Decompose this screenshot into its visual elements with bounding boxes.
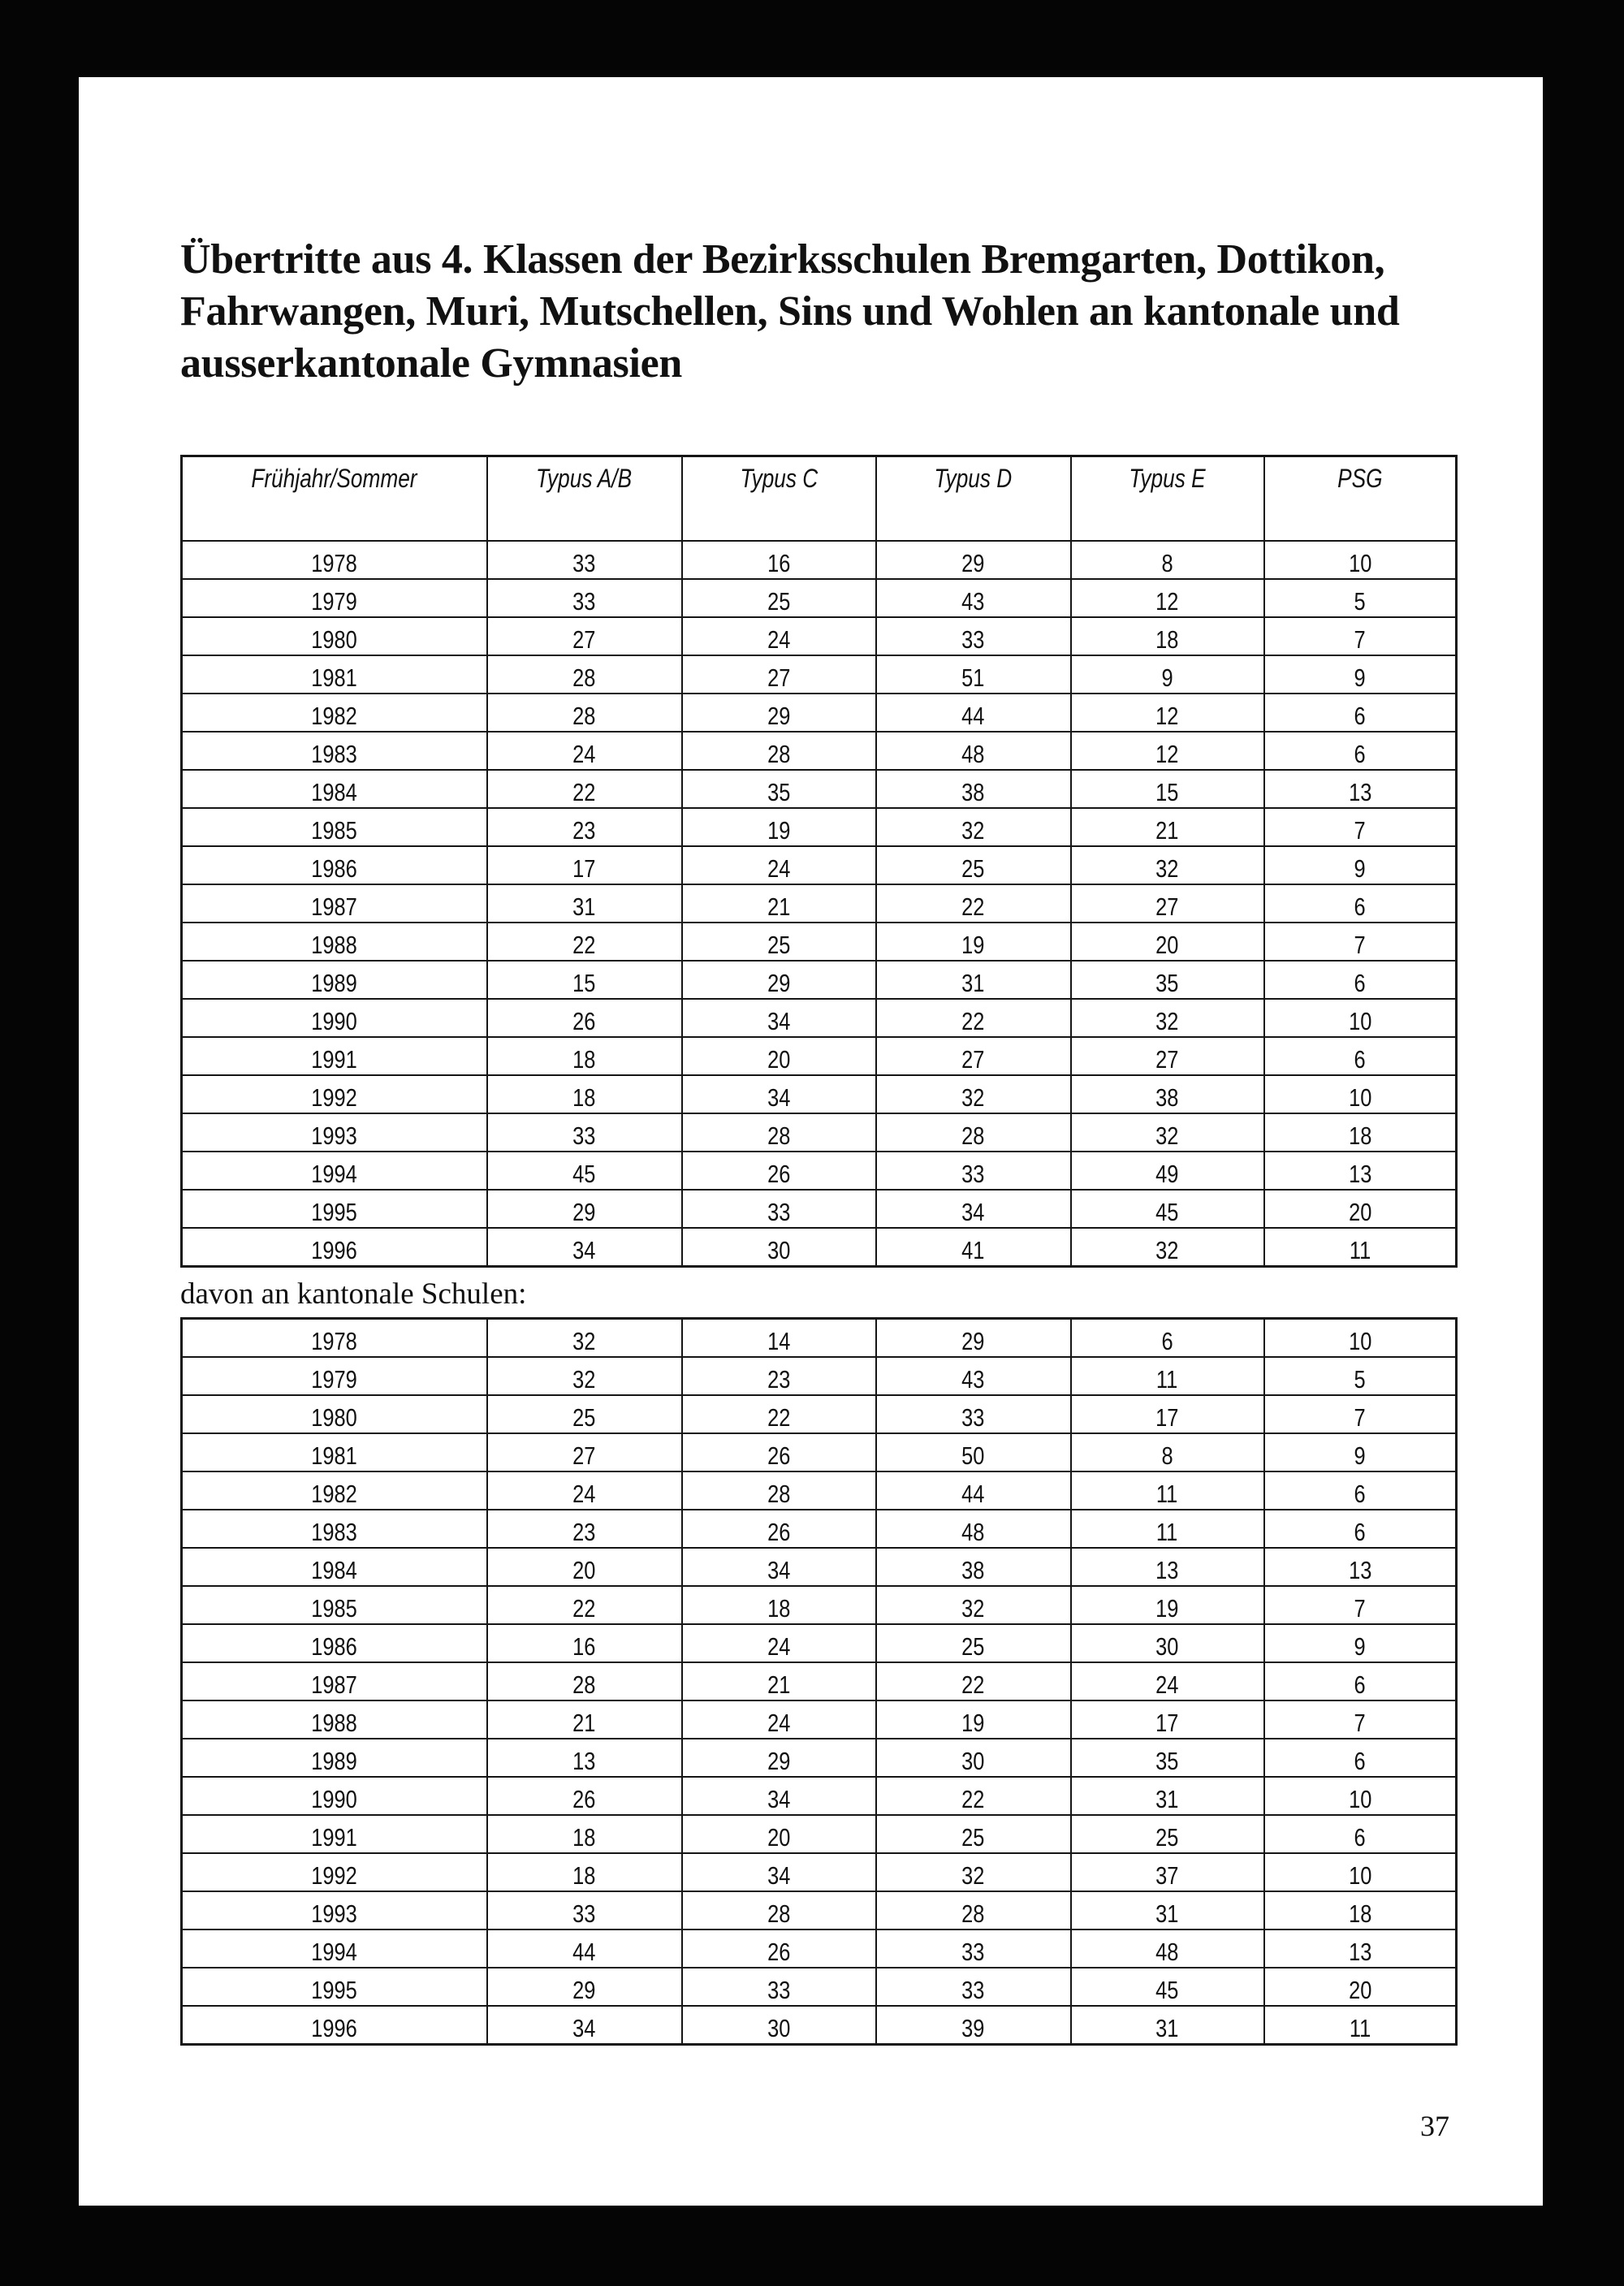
cell-typus-d: 27 — [876, 1037, 1071, 1075]
cell-typus-d: 33 — [876, 1152, 1071, 1190]
cell-typus-e: 12 — [1071, 694, 1264, 732]
cell-typus-ab: 29 — [487, 1968, 682, 2006]
cell-typus-e: 31 — [1071, 1891, 1264, 1929]
cell-typus-d: 34 — [876, 1190, 1071, 1228]
table-row — [182, 999, 1457, 1037]
cell-typus-d: 22 — [876, 1662, 1071, 1700]
table-row — [182, 1433, 1457, 1471]
cell-typus-e: 12 — [1071, 579, 1264, 617]
page-title: Übertritte aus 4. Klassen der Bezirksschulen Bremgarten, Dottikon, Fahrwangen, Muri, Mutschellen, Sins und Wohlen an kantonale und ausserkantonale Gymnasien — [180, 236, 1400, 387]
cell-typus-d: 22 — [876, 884, 1071, 923]
cell-year: 1979 — [182, 579, 487, 617]
cell-typus-e: 13 — [1071, 1548, 1264, 1586]
cell-year: 1990 — [182, 1777, 487, 1815]
cell-typus-ab: 23 — [487, 808, 682, 846]
table-row — [182, 1510, 1457, 1548]
table-row — [182, 1357, 1457, 1395]
cell-typus-e: 32 — [1071, 1228, 1264, 1267]
cell-typus-ab: 27 — [487, 617, 682, 655]
cell-typus-e: 48 — [1071, 1929, 1264, 1968]
cell-typus-c: 26 — [682, 1510, 876, 1548]
cell-year: 1984 — [182, 770, 487, 808]
cell-typus-c: 20 — [682, 1037, 876, 1075]
cell-typus-e: 27 — [1071, 1037, 1264, 1075]
cell-typus-ab: 28 — [487, 694, 682, 732]
cell-typus-ab: 25 — [487, 1395, 682, 1433]
cell-typus-e: 20 — [1071, 923, 1264, 961]
cell-psg: 13 — [1264, 1152, 1457, 1190]
cell-psg: 11 — [1264, 2006, 1457, 2045]
cell-psg: 7 — [1264, 1395, 1457, 1433]
cell-typus-d: 32 — [876, 1586, 1071, 1624]
cell-typus-ab: 32 — [487, 1319, 682, 1358]
cell-year: 1985 — [182, 808, 487, 846]
cell-typus-ab: 18 — [487, 1853, 682, 1891]
table-row — [182, 1190, 1457, 1228]
cell-typus-ab: 16 — [487, 1624, 682, 1662]
cell-typus-c: 34 — [682, 1548, 876, 1586]
table-row — [182, 923, 1457, 961]
cell-typus-e: 17 — [1071, 1700, 1264, 1739]
cell-year: 1993 — [182, 1891, 487, 1929]
cell-psg: 6 — [1264, 1662, 1457, 1700]
column-header-year: Frühjahr/Sommer — [182, 456, 487, 542]
cell-typus-ab: 28 — [487, 655, 682, 694]
cell-typus-c: 24 — [682, 846, 876, 884]
column-header-typus-ab: Typus A/B — [487, 456, 682, 542]
cell-typus-c: 34 — [682, 999, 876, 1037]
cell-year: 1994 — [182, 1152, 487, 1190]
cell-typus-c: 34 — [682, 1075, 876, 1113]
cell-typus-ab: 29 — [487, 1190, 682, 1228]
cell-psg: 11 — [1264, 1228, 1457, 1267]
cell-typus-c: 29 — [682, 961, 876, 999]
cell-typus-d: 48 — [876, 732, 1071, 770]
cell-typus-c: 20 — [682, 1815, 876, 1853]
cell-typus-e: 38 — [1071, 1075, 1264, 1113]
cell-psg: 6 — [1264, 1739, 1457, 1777]
cell-typus-c: 25 — [682, 923, 876, 961]
cell-typus-d: 48 — [876, 1510, 1071, 1548]
cell-typus-d: 19 — [876, 1700, 1071, 1739]
cell-typus-ab: 33 — [487, 1113, 682, 1152]
table-row — [182, 732, 1457, 770]
cell-psg: 6 — [1264, 1510, 1457, 1548]
cell-typus-ab: 15 — [487, 961, 682, 999]
cell-typus-ab: 18 — [487, 1037, 682, 1075]
cell-typus-c: 24 — [682, 617, 876, 655]
cell-typus-ab: 28 — [487, 1662, 682, 1700]
cell-typus-e: 21 — [1071, 808, 1264, 846]
table-row — [182, 1891, 1457, 1929]
cell-typus-e: 31 — [1071, 2006, 1264, 2045]
cell-typus-c: 27 — [682, 655, 876, 694]
cell-psg: 5 — [1264, 1357, 1457, 1395]
cell-typus-d: 29 — [876, 541, 1071, 579]
cell-typus-ab: 22 — [487, 923, 682, 961]
cell-year: 1988 — [182, 923, 487, 961]
cell-typus-ab: 18 — [487, 1075, 682, 1113]
cell-typus-e: 45 — [1071, 1968, 1264, 2006]
table-row — [182, 579, 1457, 617]
cell-typus-d: 30 — [876, 1739, 1071, 1777]
cell-typus-d: 33 — [876, 1395, 1071, 1433]
cell-year: 1981 — [182, 655, 487, 694]
cell-typus-d: 19 — [876, 923, 1071, 961]
cell-typus-d: 39 — [876, 2006, 1071, 2045]
cell-year: 1984 — [182, 1548, 487, 1586]
table-row — [182, 961, 1457, 999]
table-total-transfers — [180, 455, 1458, 1268]
cell-year: 1981 — [182, 1433, 487, 1471]
cell-typus-e: 32 — [1071, 999, 1264, 1037]
column-header-typus-d: Typus D — [876, 456, 1071, 542]
cell-psg: 5 — [1264, 579, 1457, 617]
cell-typus-c: 23 — [682, 1357, 876, 1395]
cell-year: 1982 — [182, 694, 487, 732]
cell-psg: 9 — [1264, 1624, 1457, 1662]
cell-psg: 13 — [1264, 1929, 1457, 1968]
cell-typus-d: 44 — [876, 694, 1071, 732]
cell-typus-e: 6 — [1071, 1319, 1264, 1358]
cell-year: 1990 — [182, 999, 487, 1037]
table-row — [182, 655, 1457, 694]
cell-typus-ab: 32 — [487, 1357, 682, 1395]
cell-typus-c: 21 — [682, 884, 876, 923]
cell-typus-d: 43 — [876, 579, 1071, 617]
table-row — [182, 541, 1457, 579]
cell-psg: 6 — [1264, 1815, 1457, 1853]
cell-psg: 7 — [1264, 617, 1457, 655]
cell-psg: 9 — [1264, 846, 1457, 884]
cell-typus-c: 30 — [682, 2006, 876, 2045]
cell-typus-c: 28 — [682, 1891, 876, 1929]
column-header-psg: PSG — [1264, 456, 1457, 542]
table-row — [182, 1548, 1457, 1586]
cell-typus-d: 28 — [876, 1891, 1071, 1929]
cell-typus-ab: 17 — [487, 846, 682, 884]
table-row — [182, 1586, 1457, 1624]
cell-typus-ab: 13 — [487, 1739, 682, 1777]
cell-psg: 7 — [1264, 923, 1457, 961]
cell-typus-d: 43 — [876, 1357, 1071, 1395]
cell-typus-d: 22 — [876, 999, 1071, 1037]
cell-psg: 6 — [1264, 884, 1457, 923]
cell-typus-ab: 18 — [487, 1815, 682, 1853]
cell-typus-c: 33 — [682, 1190, 876, 1228]
table-row — [182, 884, 1457, 923]
cell-typus-d: 25 — [876, 846, 1071, 884]
cell-year: 1983 — [182, 732, 487, 770]
cell-typus-ab: 33 — [487, 541, 682, 579]
cell-year: 1996 — [182, 1228, 487, 1267]
cell-typus-e: 12 — [1071, 732, 1264, 770]
table-row — [182, 2006, 1457, 2045]
cell-typus-e: 8 — [1071, 1433, 1264, 1471]
cell-typus-e: 35 — [1071, 1739, 1264, 1777]
cell-typus-d: 32 — [876, 1853, 1071, 1891]
cell-psg: 6 — [1264, 1471, 1457, 1510]
cell-typus-e: 11 — [1071, 1357, 1264, 1395]
table-row — [182, 808, 1457, 846]
table-header-row — [182, 456, 1457, 542]
cell-typus-e: 24 — [1071, 1662, 1264, 1700]
cell-year: 1983 — [182, 1510, 487, 1548]
cell-typus-c: 28 — [682, 1113, 876, 1152]
cell-typus-c: 33 — [682, 1968, 876, 2006]
cell-typus-e: 45 — [1071, 1190, 1264, 1228]
table-row — [182, 1777, 1457, 1815]
cell-psg: 20 — [1264, 1190, 1457, 1228]
cell-typus-ab: 34 — [487, 2006, 682, 2045]
cell-typus-d: 28 — [876, 1113, 1071, 1152]
cell-typus-e: 19 — [1071, 1586, 1264, 1624]
cell-typus-c: 18 — [682, 1586, 876, 1624]
cell-typus-d: 38 — [876, 1548, 1071, 1586]
cell-typus-c: 29 — [682, 1739, 876, 1777]
cell-year: 1993 — [182, 1113, 487, 1152]
table-row — [182, 694, 1457, 732]
cell-typus-e: 11 — [1071, 1471, 1264, 1510]
cell-typus-c: 28 — [682, 732, 876, 770]
cell-psg: 6 — [1264, 961, 1457, 999]
cell-typus-d: 44 — [876, 1471, 1071, 1510]
cell-year: 1987 — [182, 884, 487, 923]
cell-typus-d: 50 — [876, 1433, 1071, 1471]
cell-typus-ab: 24 — [487, 1471, 682, 1510]
cell-year: 1994 — [182, 1929, 487, 1968]
cell-psg: 10 — [1264, 1853, 1457, 1891]
table-row — [182, 1700, 1457, 1739]
cell-typus-e: 25 — [1071, 1815, 1264, 1853]
cell-typus-e: 9 — [1071, 655, 1264, 694]
cell-year: 1995 — [182, 1190, 487, 1228]
table-row — [182, 1853, 1457, 1891]
cell-typus-c: 24 — [682, 1624, 876, 1662]
cell-year: 1980 — [182, 617, 487, 655]
table-cantonal-transfers — [180, 1317, 1458, 2046]
cell-typus-d: 41 — [876, 1228, 1071, 1267]
cell-year: 1978 — [182, 541, 487, 579]
table-row — [182, 1929, 1457, 1968]
table-row — [182, 1662, 1457, 1700]
section-subheading: davon an kantonale Schulen: — [180, 1277, 527, 1311]
cell-year: 1987 — [182, 1662, 487, 1700]
cell-typus-e: 27 — [1071, 884, 1264, 923]
cell-year: 1995 — [182, 1968, 487, 2006]
cell-typus-e: 35 — [1071, 961, 1264, 999]
cell-typus-ab: 22 — [487, 770, 682, 808]
cell-year: 1988 — [182, 1700, 487, 1739]
table-row — [182, 617, 1457, 655]
cell-psg: 9 — [1264, 655, 1457, 694]
cell-typus-e: 11 — [1071, 1510, 1264, 1548]
table-row — [182, 1815, 1457, 1853]
cell-typus-d: 32 — [876, 808, 1071, 846]
cell-typus-d: 33 — [876, 617, 1071, 655]
cell-typus-e: 17 — [1071, 1395, 1264, 1433]
table-row — [182, 1471, 1457, 1510]
cell-psg: 13 — [1264, 770, 1457, 808]
cell-typus-ab: 34 — [487, 1228, 682, 1267]
cell-typus-d: 38 — [876, 770, 1071, 808]
cell-psg: 7 — [1264, 808, 1457, 846]
cell-typus-e: 32 — [1071, 846, 1264, 884]
document-page — [79, 77, 1543, 2206]
table-row — [182, 846, 1457, 884]
cell-typus-ab: 31 — [487, 884, 682, 923]
cell-typus-d: 33 — [876, 1929, 1071, 1968]
table-row — [182, 1113, 1457, 1152]
cell-typus-ab: 23 — [487, 1510, 682, 1548]
cell-typus-d: 51 — [876, 655, 1071, 694]
table-row — [182, 1319, 1457, 1358]
cell-typus-ab: 27 — [487, 1433, 682, 1471]
cell-typus-d: 29 — [876, 1319, 1071, 1358]
cell-typus-c: 19 — [682, 808, 876, 846]
cell-typus-e: 31 — [1071, 1777, 1264, 1815]
cell-psg: 18 — [1264, 1891, 1457, 1929]
cell-typus-e: 15 — [1071, 770, 1264, 808]
cell-psg: 7 — [1264, 1586, 1457, 1624]
cell-typus-c: 14 — [682, 1319, 876, 1358]
cell-year: 1985 — [182, 1586, 487, 1624]
cell-psg: 6 — [1264, 1037, 1457, 1075]
cell-year: 1978 — [182, 1319, 487, 1358]
cell-typus-d: 25 — [876, 1815, 1071, 1853]
table-row — [182, 1624, 1457, 1662]
cell-typus-e: 37 — [1071, 1853, 1264, 1891]
cell-year: 1992 — [182, 1853, 487, 1891]
cell-typus-c: 26 — [682, 1152, 876, 1190]
cell-psg: 10 — [1264, 999, 1457, 1037]
cell-typus-ab: 24 — [487, 732, 682, 770]
cell-year: 1982 — [182, 1471, 487, 1510]
cell-typus-c: 35 — [682, 770, 876, 808]
cell-typus-e: 18 — [1071, 617, 1264, 655]
cell-year: 1979 — [182, 1357, 487, 1395]
cell-psg: 10 — [1264, 1777, 1457, 1815]
cell-typus-d: 32 — [876, 1075, 1071, 1113]
cell-typus-ab: 33 — [487, 579, 682, 617]
page-number: 37 — [1420, 2110, 1449, 2142]
column-header-typus-e: Typus E — [1071, 456, 1264, 542]
cell-typus-c: 34 — [682, 1853, 876, 1891]
cell-typus-d: 33 — [876, 1968, 1071, 2006]
cell-typus-ab: 45 — [487, 1152, 682, 1190]
cell-typus-d: 25 — [876, 1624, 1071, 1662]
cell-psg: 10 — [1264, 1319, 1457, 1358]
cell-typus-ab: 26 — [487, 999, 682, 1037]
cell-psg: 6 — [1264, 694, 1457, 732]
table-row — [182, 1152, 1457, 1190]
table-row — [182, 770, 1457, 808]
cell-typus-c: 16 — [682, 541, 876, 579]
cell-typus-c: 26 — [682, 1433, 876, 1471]
cell-year: 1989 — [182, 961, 487, 999]
cell-psg: 18 — [1264, 1113, 1457, 1152]
cell-typus-ab: 26 — [487, 1777, 682, 1815]
cell-psg: 7 — [1264, 1700, 1457, 1739]
table-body — [182, 541, 1457, 1267]
cell-typus-ab: 33 — [487, 1891, 682, 1929]
table-row — [182, 1968, 1457, 2006]
cell-typus-c: 21 — [682, 1662, 876, 1700]
cell-typus-ab: 20 — [487, 1548, 682, 1586]
cell-psg: 9 — [1264, 1433, 1457, 1471]
cell-typus-ab: 44 — [487, 1929, 682, 1968]
cell-year: 1989 — [182, 1739, 487, 1777]
cell-typus-e: 49 — [1071, 1152, 1264, 1190]
cell-year: 1992 — [182, 1075, 487, 1113]
cell-psg: 10 — [1264, 541, 1457, 579]
cell-typus-d: 31 — [876, 961, 1071, 999]
cell-typus-c: 28 — [682, 1471, 876, 1510]
cell-typus-c: 30 — [682, 1228, 876, 1267]
cell-psg: 20 — [1264, 1968, 1457, 2006]
cell-psg: 6 — [1264, 732, 1457, 770]
cell-year: 1980 — [182, 1395, 487, 1433]
cell-typus-c: 25 — [682, 579, 876, 617]
cell-psg: 10 — [1264, 1075, 1457, 1113]
table-row — [182, 1228, 1457, 1267]
cell-typus-ab: 21 — [487, 1700, 682, 1739]
table-body — [182, 1319, 1457, 2045]
cell-typus-ab: 22 — [487, 1586, 682, 1624]
cell-year: 1991 — [182, 1815, 487, 1853]
cell-typus-e: 30 — [1071, 1624, 1264, 1662]
cell-typus-d: 22 — [876, 1777, 1071, 1815]
cell-year: 1991 — [182, 1037, 487, 1075]
cell-year: 1986 — [182, 1624, 487, 1662]
cell-year: 1986 — [182, 846, 487, 884]
table-row — [182, 1395, 1457, 1433]
cell-typus-c: 24 — [682, 1700, 876, 1739]
cell-typus-c: 26 — [682, 1929, 876, 1968]
cell-year: 1996 — [182, 2006, 487, 2045]
table-row — [182, 1739, 1457, 1777]
cell-typus-c: 29 — [682, 694, 876, 732]
column-header-typus-c: Typus C — [682, 456, 876, 542]
cell-typus-c: 34 — [682, 1777, 876, 1815]
cell-psg: 13 — [1264, 1548, 1457, 1586]
cell-typus-e: 32 — [1071, 1113, 1264, 1152]
cell-typus-c: 22 — [682, 1395, 876, 1433]
table-row — [182, 1037, 1457, 1075]
cell-typus-e: 8 — [1071, 541, 1264, 579]
table-row — [182, 1075, 1457, 1113]
